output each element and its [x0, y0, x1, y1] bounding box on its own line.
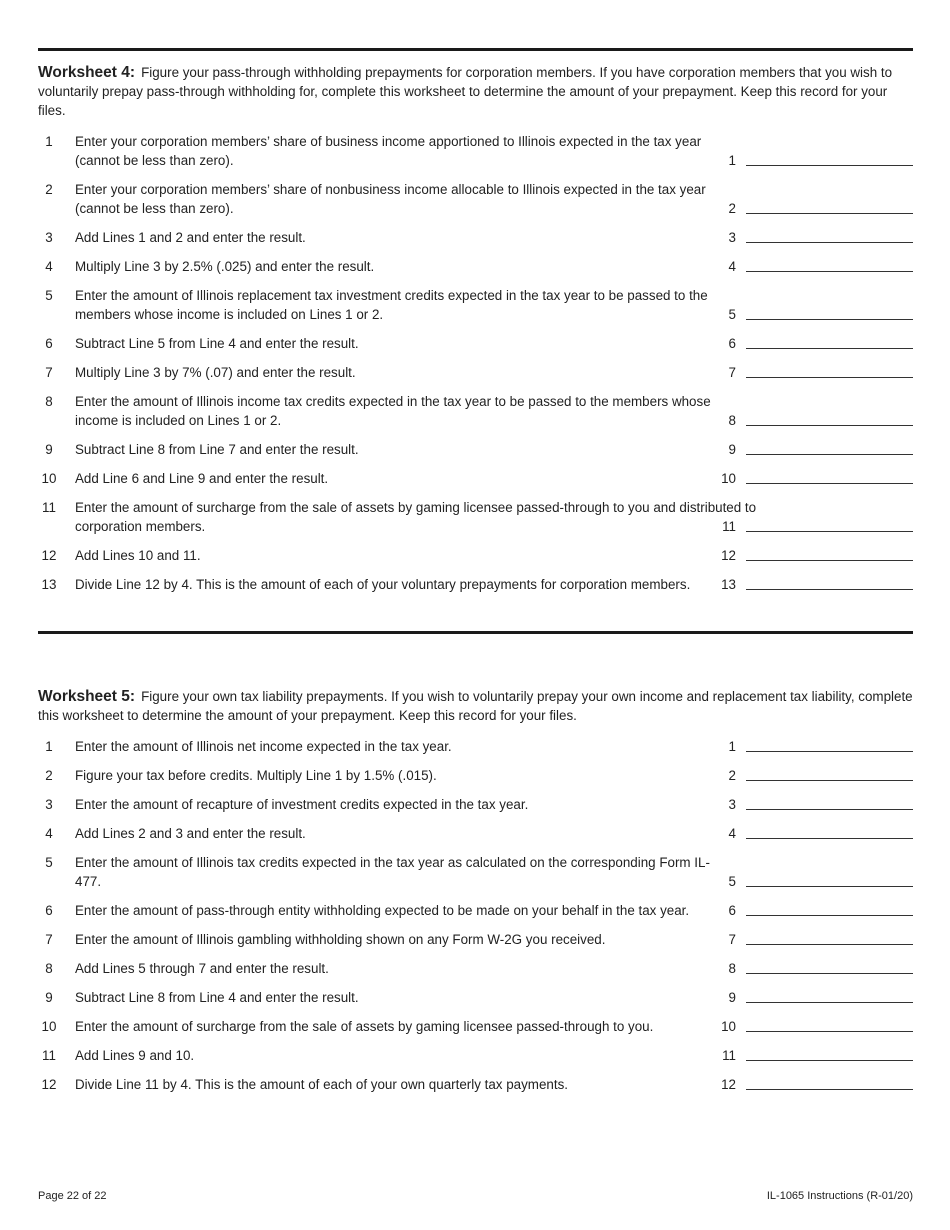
worksheet-line	[38, 223, 913, 252]
answer-area	[713, 901, 913, 920]
worksheet-5-lines	[38, 732, 913, 1099]
line-number: 2	[45, 182, 53, 197]
line-number: 5	[45, 855, 53, 870]
line-number: 4	[45, 826, 53, 841]
answer-field[interactable]	[746, 1031, 913, 1032]
line-number: 7	[45, 365, 53, 380]
line-text: Enter the amount of recapture of investment credits expected in the tax year.	[75, 797, 529, 812]
line-text: Figure your tax before credits. Multiply Line 1 by 1.5% (.015).	[75, 768, 437, 783]
form-reference: IL-1065 Instructions (R-01/20)	[766, 1190, 913, 1202]
worksheet-line	[38, 493, 913, 541]
answer-area	[713, 363, 913, 382]
answer-area	[713, 959, 913, 978]
line-number: 12	[41, 548, 57, 563]
answer-field[interactable]	[746, 377, 913, 378]
answer-line-number: 3	[728, 230, 736, 245]
worksheet-line	[38, 1041, 913, 1070]
answer-field[interactable]	[746, 1002, 913, 1003]
worksheet-line	[38, 954, 913, 983]
answer-line-number: 10	[721, 471, 736, 486]
answer-area	[713, 228, 913, 247]
answer-line-number: 11	[722, 519, 736, 534]
worksheet-line	[38, 127, 913, 175]
answer-field[interactable]	[746, 973, 913, 974]
line-text: Enter the amount of Illinois income tax credits expected in the tax year to be passed to the members whose income is included on Lines 1 or 2.	[75, 394, 711, 428]
worksheet-line	[38, 281, 913, 329]
answer-area	[713, 824, 913, 843]
answer-field[interactable]	[746, 319, 913, 320]
line-text: Enter the amount of surcharge from the sale of assets by gaming licensee passed-through to you.	[75, 1019, 654, 1034]
line-number: 1	[45, 134, 53, 149]
worksheet-line	[38, 541, 913, 570]
worksheet-line	[38, 848, 913, 896]
line-number: 7	[45, 932, 53, 947]
line-number: 1	[45, 739, 53, 754]
line-text: Subtract Line 8 from Line 7 and enter the result.	[75, 442, 359, 457]
line-number: 10	[41, 1019, 57, 1034]
answer-area	[713, 1046, 913, 1065]
line-text: Enter the amount of Illinois tax credits expected in the tax year as calculated on the corresponding Form IL-477.	[75, 855, 710, 889]
line-text: Subtract Line 5 from Line 4 and enter the result.	[75, 336, 359, 351]
line-number: 6	[45, 336, 53, 351]
line-number: 11	[42, 500, 56, 515]
line-number: 3	[45, 230, 53, 245]
line-text: Multiply Line 3 by 7% (.07) and enter the result.	[75, 365, 356, 380]
line-text: Add Lines 5 through 7 and enter the result.	[75, 961, 329, 976]
answer-field[interactable]	[746, 809, 913, 810]
answer-field[interactable]	[746, 751, 913, 752]
worksheet-5-title: Worksheet 5:	[38, 688, 136, 705]
line-text: Enter the amount of Illinois net income expected in the tax year.	[75, 739, 452, 754]
answer-line-number: 5	[728, 874, 736, 889]
answer-line-number: 1	[728, 153, 736, 168]
answer-line-number: 13	[721, 577, 736, 592]
line-text: Enter the amount of surcharge from the sale of assets by gaming licensee passed-through to you and distributed to corporation members.	[75, 500, 757, 534]
worksheet-line	[38, 358, 913, 387]
answer-line-number: 7	[728, 932, 736, 947]
answer-field[interactable]	[746, 560, 913, 561]
line-number: 9	[45, 990, 53, 1005]
line-number: 8	[45, 961, 53, 976]
worksheet-line	[38, 175, 913, 223]
answer-area	[713, 199, 913, 218]
answer-field[interactable]	[746, 589, 913, 590]
line-number: 4	[45, 259, 53, 274]
worksheet-line	[38, 732, 913, 761]
answer-field[interactable]	[746, 454, 913, 455]
answer-field[interactable]	[746, 838, 913, 839]
line-number: 6	[45, 903, 53, 918]
answer-line-number: 5	[728, 307, 736, 322]
line-text: Add Lines 10 and 11.	[75, 548, 201, 563]
answer-field[interactable]	[746, 348, 913, 349]
worksheet-4-lines	[38, 127, 913, 599]
answer-area	[713, 988, 913, 1007]
answer-line-number: 2	[728, 768, 736, 783]
answer-line-number: 4	[728, 826, 736, 841]
answer-line-number: 3	[728, 797, 736, 812]
answer-area	[713, 411, 913, 430]
worksheet-4-intro	[38, 63, 913, 120]
answer-area	[713, 469, 913, 488]
answer-area	[713, 795, 913, 814]
answer-line-number: 7	[728, 365, 736, 380]
line-number: 8	[45, 394, 53, 409]
worksheet-4	[38, 63, 913, 599]
worksheet-5-intro	[38, 687, 913, 725]
answer-field[interactable]	[746, 271, 913, 272]
line-number: 13	[41, 577, 57, 592]
answer-area	[713, 872, 913, 891]
answer-line-number: 10	[721, 1019, 736, 1034]
worksheet-line	[38, 790, 913, 819]
answer-area	[713, 1017, 913, 1036]
answer-area	[713, 1075, 913, 1094]
answer-line-number: 2	[728, 201, 736, 216]
answer-field[interactable]	[746, 915, 913, 916]
answer-area	[713, 334, 913, 353]
worksheet-line	[38, 1012, 913, 1041]
line-number: 12	[41, 1077, 57, 1092]
worksheet-line	[38, 252, 913, 281]
worksheet-line	[38, 329, 913, 358]
worksheet-line	[38, 464, 913, 493]
answer-area	[713, 575, 913, 594]
worksheet-4-title: Worksheet 4:	[38, 64, 136, 81]
answer-field[interactable]	[746, 213, 913, 214]
answer-field[interactable]	[746, 483, 913, 484]
line-number: 3	[45, 797, 53, 812]
answer-line-number: 6	[728, 903, 736, 918]
line-text: Add Lines 2 and 3 and enter the result.	[75, 826, 306, 841]
answer-field[interactable]	[746, 531, 913, 532]
worksheet-5	[38, 687, 913, 1099]
line-number: 2	[45, 768, 53, 783]
answer-area	[713, 546, 913, 565]
answer-line-number: 9	[728, 990, 736, 1005]
answer-field[interactable]	[746, 1060, 913, 1061]
answer-field[interactable]	[746, 1089, 913, 1090]
worksheet-line	[38, 435, 913, 464]
line-text: Multiply Line 3 by 2.5% (.025) and enter the result.	[75, 259, 375, 274]
line-text: Add Lines 9 and 10.	[75, 1048, 195, 1063]
answer-area	[713, 517, 913, 536]
line-text: Divide Line 12 by 4. This is the amount of each of your voluntary prepayments for corporation members.	[75, 577, 691, 592]
answer-line-number: 8	[728, 413, 736, 428]
line-text: Add Line 6 and Line 9 and enter the result.	[75, 471, 329, 486]
worksheet-line	[38, 570, 913, 599]
answer-line-number: 9	[728, 442, 736, 457]
answer-line-number: 8	[728, 961, 736, 976]
answer-field[interactable]	[746, 425, 913, 426]
worksheet-4-description: Figure your pass-through withholding prepayments for corporation members. If you have corporation members that you wish to voluntarily prepay pass-through withholding for, complete this worksheet to determine the amount of your prepayment. Keep this record for your files.	[38, 65, 893, 118]
worksheet-line	[38, 819, 913, 848]
answer-field[interactable]	[746, 780, 913, 781]
answer-field[interactable]	[746, 886, 913, 887]
answer-area	[713, 766, 913, 785]
worksheet-5-description: Figure your own tax liability prepayments. If you wish to voluntarily prepay your own income and replacement tax liability, complete this worksheet to determine the amount of your prepayment. Keep this record for your files.	[38, 689, 913, 723]
line-text: Enter your corporation members’ share of nonbusiness income allocable to Illinois expected in the tax year (cannot be less than zero).	[75, 182, 706, 216]
line-number: 9	[45, 442, 53, 457]
line-text: Enter the amount of pass-through entity withholding expected to be made on your behalf in the tax year.	[75, 903, 690, 918]
worksheet-line	[38, 1070, 913, 1099]
line-text: Divide Line 11 by 4. This is the amount of each of your own quarterly tax payments.	[75, 1077, 568, 1092]
line-number: 10	[41, 471, 57, 486]
line-number: 11	[42, 1048, 56, 1063]
answer-area	[713, 257, 913, 276]
worksheet-line	[38, 925, 913, 954]
middle-rule	[38, 631, 913, 634]
top-rule	[38, 48, 913, 51]
answer-line-number: 11	[722, 1048, 736, 1063]
answer-line-number: 12	[721, 548, 736, 563]
worksheet-line	[38, 387, 913, 435]
line-text: Enter your corporation members’ share of business income apportioned to Illinois expected in the tax year (cannot be less than zero).	[75, 134, 702, 168]
answer-area	[713, 440, 913, 459]
worksheet-line	[38, 983, 913, 1012]
worksheet-line	[38, 896, 913, 925]
line-text: Subtract Line 8 from Line 4 and enter the result.	[75, 990, 359, 1005]
answer-line-number: 4	[728, 259, 736, 274]
line-number: 5	[45, 288, 53, 303]
worksheet-line	[38, 761, 913, 790]
answer-line-number: 1	[728, 739, 736, 754]
answer-line-number: 6	[728, 336, 736, 351]
page-number: Page 22 of 22	[38, 1190, 107, 1202]
answer-field[interactable]	[746, 242, 913, 243]
answer-area	[713, 737, 913, 756]
line-text: Enter the amount of Illinois gambling withholding shown on any Form W-2G you received.	[75, 932, 606, 947]
line-text: Add Lines 1 and 2 and enter the result.	[75, 230, 306, 245]
answer-field[interactable]	[746, 165, 913, 166]
answer-line-number: 12	[721, 1077, 736, 1092]
line-text: Enter the amount of Illinois replacement tax investment credits expected in the tax year to be passed to the members whose income is included on Lines 1 or 2.	[75, 288, 708, 322]
answer-area	[713, 151, 913, 170]
answer-area	[713, 930, 913, 949]
answer-area	[713, 305, 913, 324]
answer-field[interactable]	[746, 944, 913, 945]
